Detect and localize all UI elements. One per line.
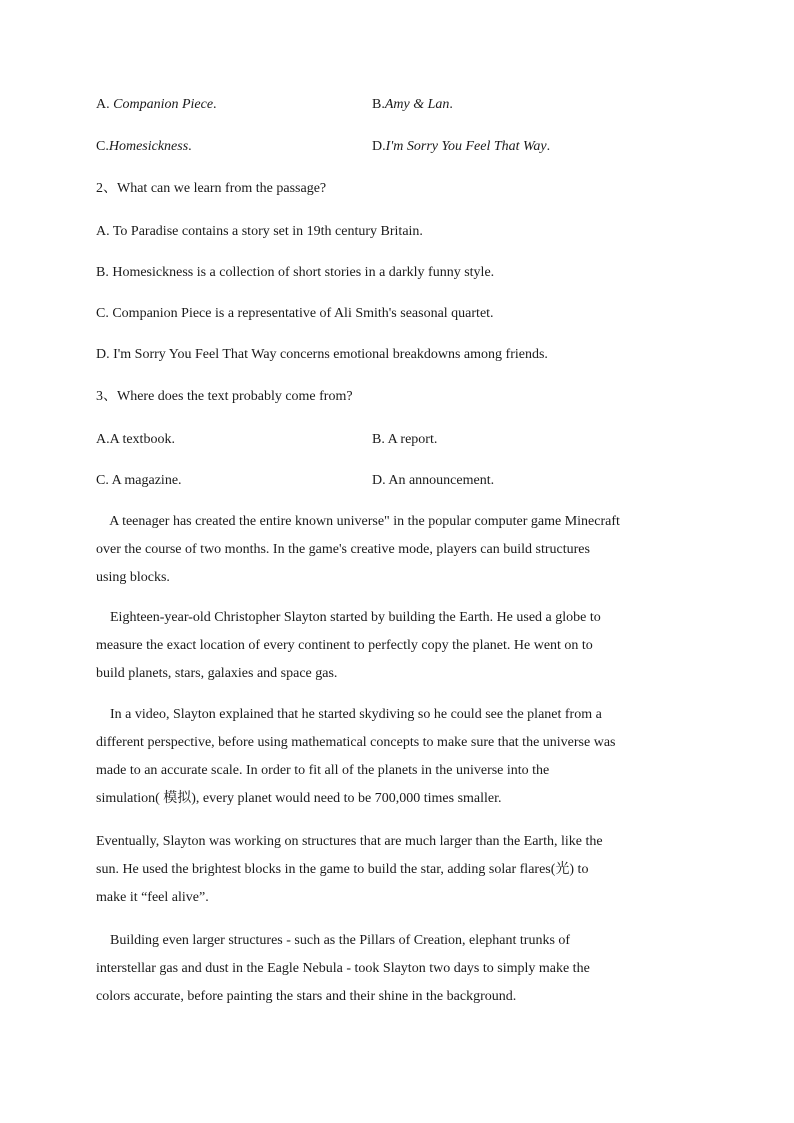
question-3-stem: 3、Where does the text probably come from?: [96, 389, 353, 404]
paragraph-line: different perspective, before using mathematical concepts to make sure that the universe was: [96, 735, 616, 750]
paragraph-line: measure the exact location of every continent to perfectly copy the planet. He went on to: [96, 638, 593, 653]
passage-paragraph-4: [96, 833, 696, 917]
passage-paragraph-1: [96, 513, 696, 597]
paragraph-line: over the course of two months. In the game's creative mode, players can build structures: [96, 542, 590, 557]
option-2b: B. Homesickness is a collection of short stories in a darkly funny style.: [96, 265, 495, 280]
paragraph-line: make it “feel alive”.: [96, 890, 209, 905]
option-3b: B. A report.: [372, 432, 438, 447]
option-1d: D.I'm Sorry You Feel That Way.: [372, 139, 551, 154]
option-1a: A. Companion Piece.: [96, 97, 217, 112]
paragraph-line: colors accurate, before painting the stars and their shine in the background.: [96, 989, 517, 1004]
paragraph-line: sun. He used the brightest blocks in the game to build the star, adding solar flares(光) to: [96, 862, 589, 877]
passage-paragraph-5: [96, 932, 696, 1016]
paragraph-line: Building even larger structures - such as the Pillars of Creation, elephant trunks of: [96, 933, 571, 948]
option-1b: B.Amy & Lan.: [372, 97, 453, 112]
paragraph-line: In a video, Slayton explained that he started skydiving so he could see the planet from a: [96, 707, 602, 722]
option-2d: D. I'm Sorry You Feel That Way concerns emotional breakdowns among friends.: [96, 347, 548, 362]
paragraph-line: made to an accurate scale. In order to fit all of the planets in the universe into the: [96, 763, 550, 778]
paragraph-line: Eventually, Slayton was working on structures that are much larger than the Earth, like the: [96, 834, 603, 849]
option-3c: C. A magazine.: [96, 473, 182, 488]
option-3a: A.A textbook.: [96, 432, 175, 447]
question-2-stem: 2、What can we learn from the passage?: [96, 181, 327, 196]
option-1c: C.Homesickness.: [96, 139, 192, 154]
passage-paragraph-2: [96, 609, 696, 693]
paragraph-line: A teenager has created the entire known universe" in the popular computer game Minecraft: [96, 514, 620, 529]
paragraph-line: Eighteen-year-old Christopher Slayton started by building the Earth. He used a globe to: [96, 610, 601, 625]
paragraph-line: build planets, stars, galaxies and space gas.: [96, 666, 338, 681]
option-2a: A. To Paradise contains a story set in 19th century Britain.: [96, 224, 423, 239]
option-3d: D. An announcement.: [372, 473, 495, 488]
paragraph-line: interstellar gas and dust in the Eagle Nebula - took Slayton two days to simply make the: [96, 961, 590, 976]
option-2c: C. Companion Piece is a representative of Ali Smith's seasonal quartet.: [96, 306, 494, 321]
passage-paragraph-3: [96, 706, 696, 818]
paragraph-line: simulation( 模拟), every planet would need to be 700,000 times smaller.: [96, 791, 502, 806]
paragraph-line: using blocks.: [96, 570, 170, 585]
